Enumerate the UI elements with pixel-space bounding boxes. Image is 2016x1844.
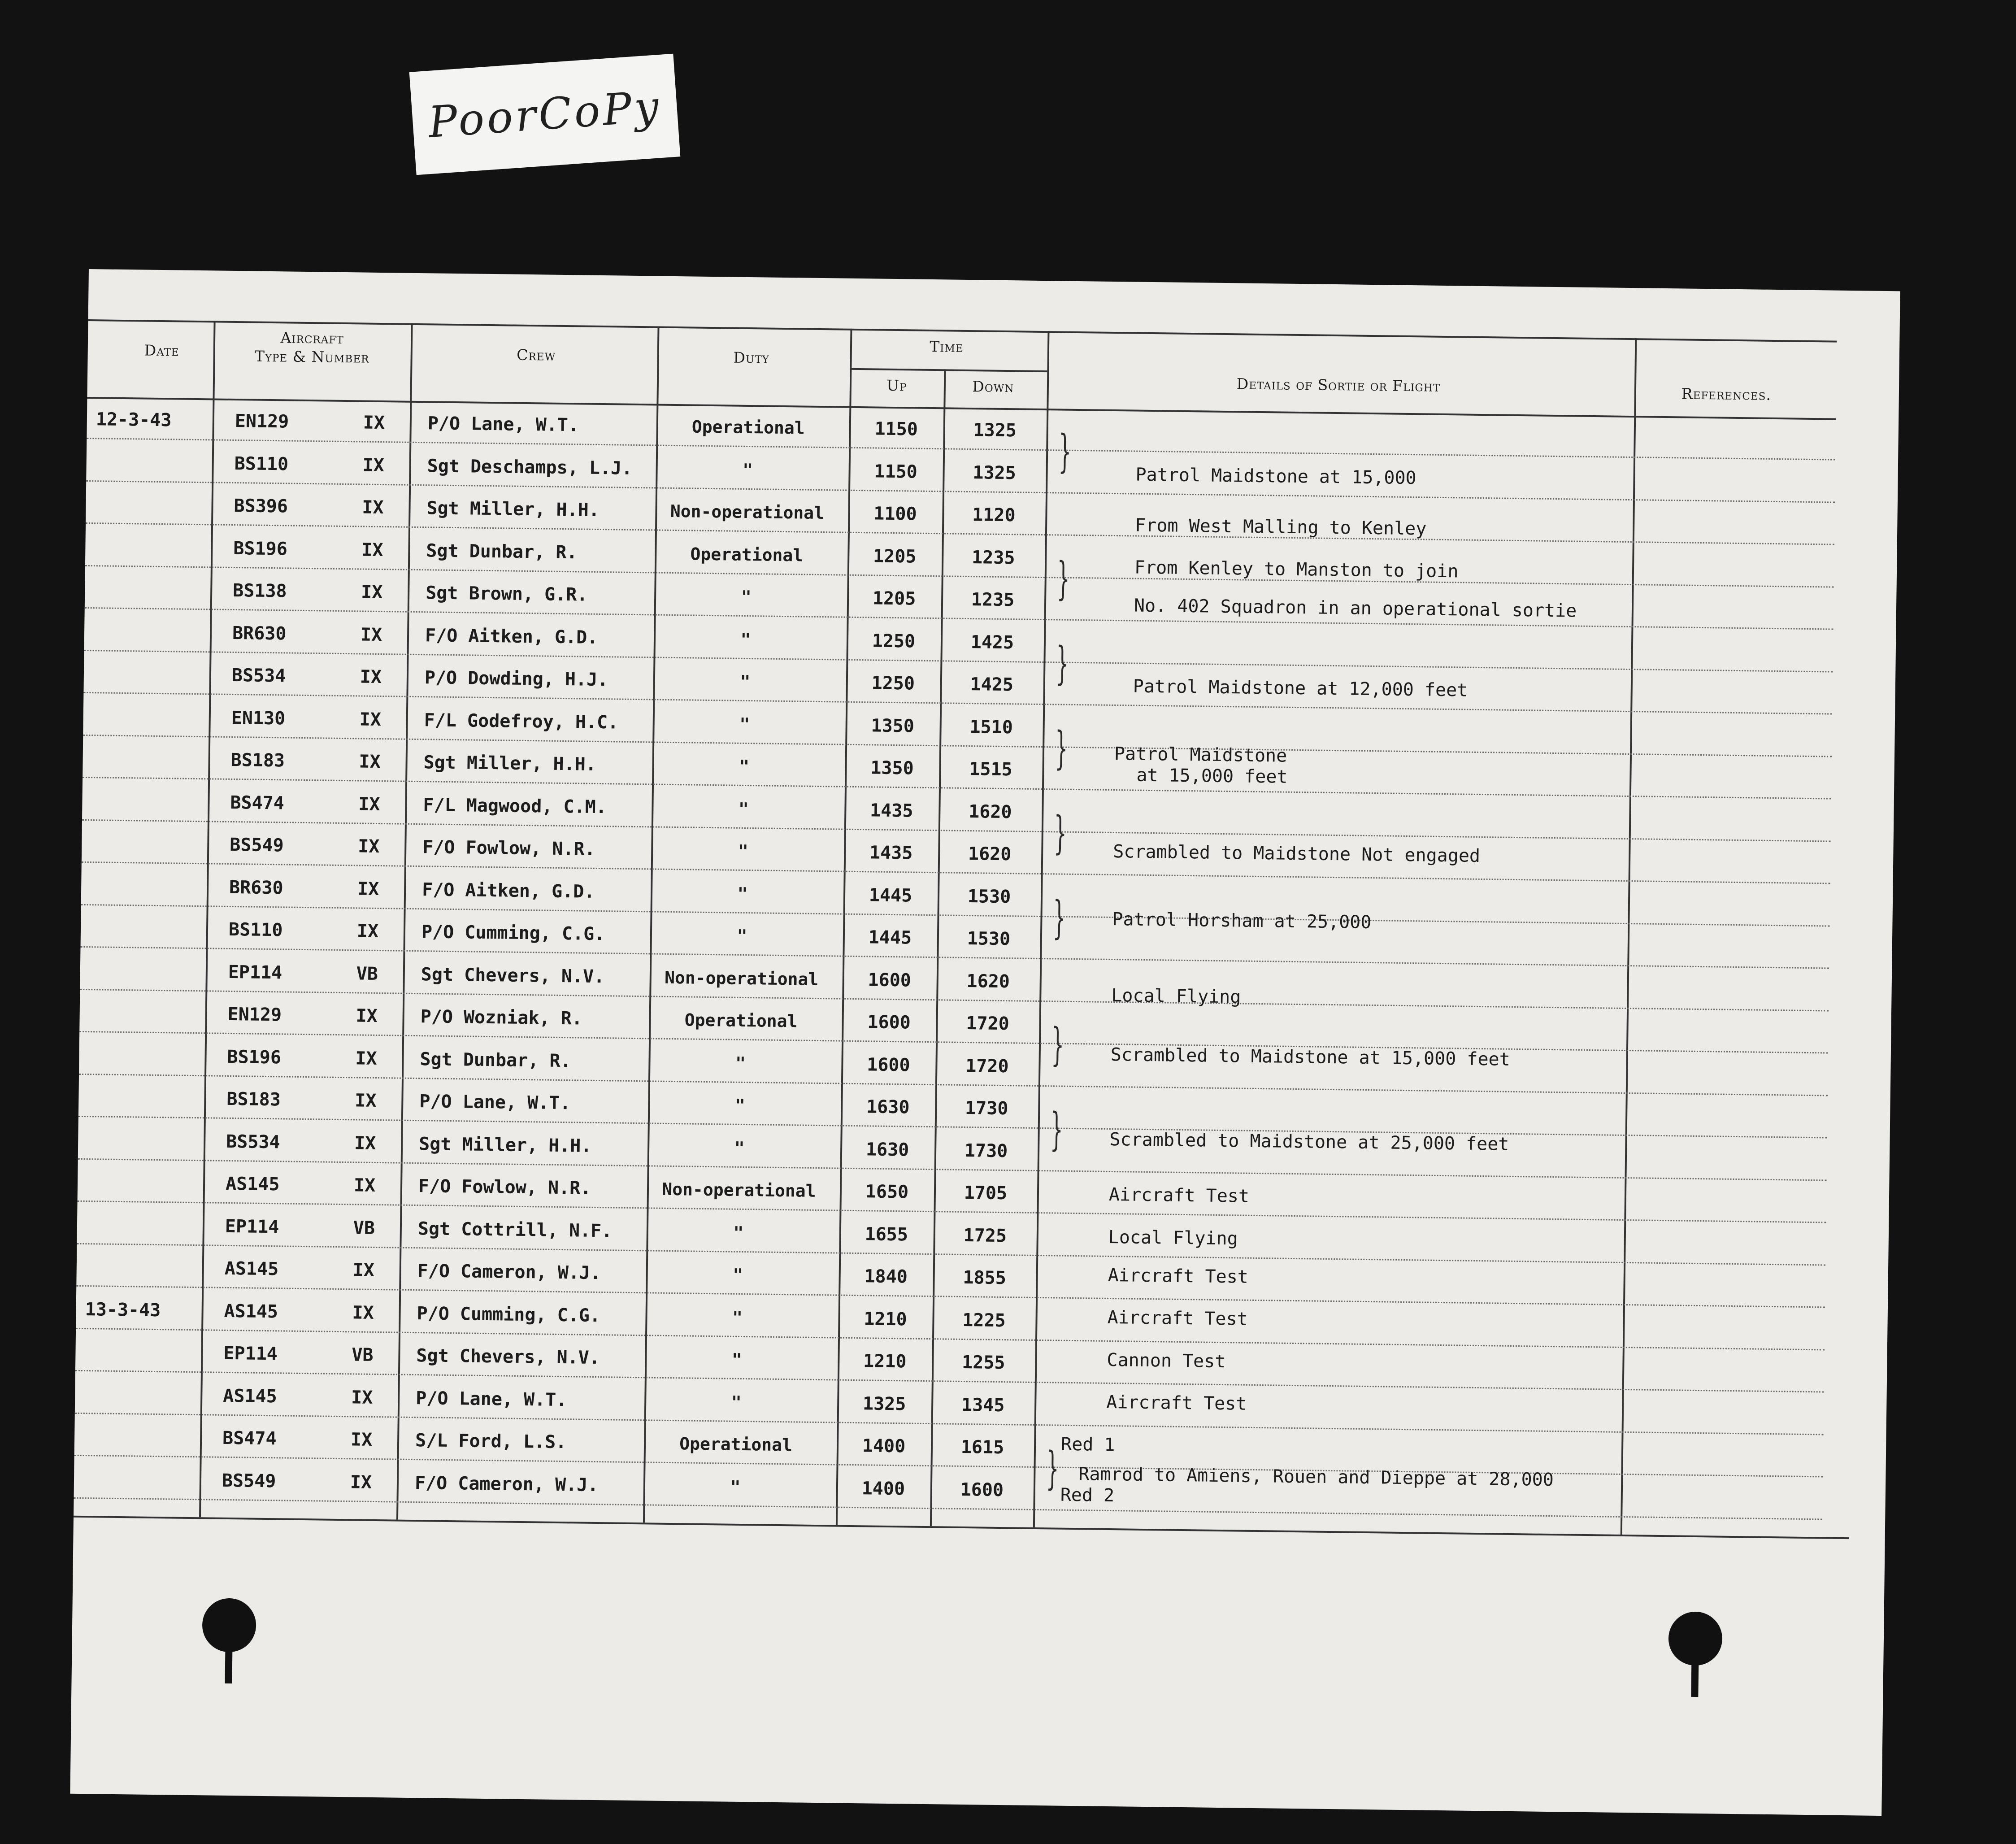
header-time-rule bbox=[850, 368, 1047, 372]
cell-crew: Sgt Miller, H.H. bbox=[423, 752, 597, 775]
grouping-brace: } bbox=[1053, 806, 1067, 859]
details-text: Patrol Maidstone bbox=[1114, 744, 1287, 766]
details-text: Scrambled to Maidstone at 15,000 feet bbox=[1110, 1044, 1511, 1070]
cell-down: 1325 bbox=[973, 420, 1017, 441]
cell-duty: " bbox=[739, 756, 750, 777]
header-up: Up bbox=[886, 376, 907, 395]
header-date: Date bbox=[144, 341, 179, 360]
cell-aircraft: EP114 bbox=[223, 1343, 278, 1365]
cell-aircraft: EP114 bbox=[225, 1216, 279, 1237]
cell-date bbox=[96, 451, 226, 452]
details-text: From Kenley to Manston to join bbox=[1134, 557, 1459, 582]
cell-up: 1840 bbox=[864, 1266, 908, 1287]
cell-aircraft: AS145 bbox=[224, 1300, 278, 1322]
cell-down: 1425 bbox=[970, 631, 1014, 653]
cell-mark: IX bbox=[354, 1132, 376, 1154]
cell-crew: Sgt Chevers, N.V. bbox=[416, 1345, 600, 1369]
table-bottom-rule bbox=[74, 1516, 1849, 1539]
details-text: Red 2 bbox=[1060, 1484, 1115, 1506]
poor-copy-label bbox=[409, 54, 681, 175]
details-text: Patrol Maidstone at 15,000 bbox=[1135, 464, 1416, 488]
cell-up: 1630 bbox=[865, 1139, 909, 1160]
cell-down: 1615 bbox=[960, 1436, 1004, 1458]
header-details: Details of Sortie or Flight bbox=[1236, 375, 1441, 395]
cell-crew: F/O Cameron, W.J. bbox=[417, 1261, 601, 1284]
cell-duty: Non-operational bbox=[670, 501, 825, 523]
cell-aircraft: BS474 bbox=[222, 1427, 277, 1449]
details-text: Aircraft Test bbox=[1107, 1307, 1248, 1330]
details-text: at 15,000 feet bbox=[1136, 765, 1288, 788]
cell-mark: IX bbox=[357, 878, 379, 900]
cell-duty: Operational bbox=[690, 544, 804, 565]
cell-crew: F/O Fowlow, N.R. bbox=[422, 837, 595, 860]
cell-mark: IX bbox=[362, 497, 384, 518]
cell-mark: IX bbox=[359, 751, 381, 773]
cell-up: 1150 bbox=[874, 461, 918, 483]
cell-date bbox=[84, 1383, 214, 1385]
cell-mark: IX bbox=[362, 454, 385, 476]
cell-up: 1435 bbox=[869, 842, 913, 864]
cell-crew: P/O Wozniak, R. bbox=[420, 1006, 583, 1029]
cell-crew: S/L Ford, L.S. bbox=[415, 1430, 567, 1453]
cell-aircraft: BS396 bbox=[234, 495, 288, 517]
cell-duty: " bbox=[733, 1222, 744, 1243]
cell-duty: Operational bbox=[684, 1010, 798, 1031]
details-text: Ramrod to Amiens, Rouen and Dieppe at 28,000 bbox=[1078, 1463, 1554, 1490]
cell-mark: IX bbox=[356, 1005, 378, 1026]
cell-up: 1600 bbox=[868, 969, 912, 991]
cell-duty: " bbox=[742, 460, 753, 480]
cell-duty: " bbox=[739, 714, 750, 734]
cell-date bbox=[90, 917, 220, 918]
cell-duty: " bbox=[731, 1392, 742, 1412]
cell-date bbox=[85, 1340, 215, 1342]
cell-crew: F/L Magwood, C.M. bbox=[423, 794, 607, 818]
cell-up: 1400 bbox=[861, 1478, 905, 1499]
cell-date bbox=[86, 1256, 216, 1257]
grouping-brace: } bbox=[1056, 552, 1070, 605]
cell-mark: IX bbox=[355, 1048, 377, 1069]
cell-date bbox=[95, 493, 225, 495]
cell-aircraft: EN129 bbox=[227, 1004, 282, 1026]
cell-duty: " bbox=[734, 1095, 746, 1116]
cell-mark: IX bbox=[351, 1387, 373, 1408]
cell-down: 1345 bbox=[961, 1394, 1005, 1416]
col-divider-details bbox=[1621, 338, 1637, 1535]
cell-down: 1510 bbox=[969, 716, 1013, 738]
cell-up: 1350 bbox=[870, 757, 914, 779]
details-text: Local Flying bbox=[1108, 1226, 1238, 1249]
cell-mark: IX bbox=[359, 709, 382, 730]
cell-up: 1205 bbox=[873, 545, 917, 567]
cell-mark: VB bbox=[353, 1217, 375, 1239]
cell-down: 1620 bbox=[966, 970, 1010, 992]
details-text: Local Flying bbox=[1111, 985, 1241, 1008]
cell-date bbox=[91, 832, 221, 834]
cell-date bbox=[86, 1213, 216, 1215]
cell-crew: Sgt Miller, H.H. bbox=[418, 1133, 592, 1157]
cell-mark: IX bbox=[350, 1429, 373, 1450]
cell-aircraft: BR630 bbox=[229, 877, 283, 898]
cell-down: 1120 bbox=[972, 504, 1016, 526]
grouping-brace: } bbox=[1058, 425, 1072, 478]
cell-crew: P/O Cumming, C.G. bbox=[417, 1303, 601, 1326]
cell-duty: " bbox=[730, 1477, 741, 1497]
cell-mark: VB bbox=[352, 1344, 374, 1366]
header-aircraft-1: Aircraft bbox=[280, 329, 344, 347]
cell-up: 1210 bbox=[864, 1308, 907, 1330]
cell-up: 1100 bbox=[873, 503, 917, 525]
cell-down: 1620 bbox=[968, 801, 1012, 822]
cell-mark: IX bbox=[352, 1260, 375, 1281]
cell-down: 1225 bbox=[962, 1309, 1006, 1331]
cell-aircraft: BS549 bbox=[222, 1470, 276, 1492]
cell-duty: Non-operational bbox=[664, 967, 819, 989]
cell-down: 1720 bbox=[965, 1055, 1009, 1077]
cell-mark: VB bbox=[356, 963, 378, 984]
cell-crew: Sgt Cottrill, N.F. bbox=[417, 1218, 613, 1241]
cell-aircraft: BS196 bbox=[227, 1046, 282, 1068]
cell-duty: " bbox=[738, 841, 748, 861]
cell-duty: " bbox=[731, 1349, 743, 1370]
cell-mark: IX bbox=[360, 624, 382, 645]
cell-up: 1205 bbox=[872, 588, 916, 609]
cell-down: 1325 bbox=[973, 462, 1017, 483]
cell-mark: IX bbox=[360, 666, 382, 688]
cell-mark: IX bbox=[363, 412, 385, 434]
binder-hole-left bbox=[202, 1598, 256, 1652]
cell-crew: Sgt Miller, H.H. bbox=[426, 498, 600, 521]
details-text: Scrambled to Maidstone Not engaged bbox=[1113, 841, 1481, 866]
cell-up: 1250 bbox=[872, 630, 916, 652]
binder-hole-right bbox=[1668, 1611, 1722, 1666]
cell-duty: " bbox=[732, 1265, 743, 1285]
cell-date bbox=[83, 1468, 213, 1470]
cell-up: 1210 bbox=[863, 1351, 907, 1372]
cell-aircraft: BS196 bbox=[233, 538, 288, 559]
cell-crew: P/O Cumming, C.G. bbox=[421, 922, 605, 945]
cell-down: 1425 bbox=[970, 674, 1014, 696]
cell-up: 1250 bbox=[871, 673, 915, 694]
cell-crew: F/L Godefroy, H.C. bbox=[424, 709, 619, 733]
cell-crew: F/O Fowlow, N.R. bbox=[418, 1176, 591, 1199]
cell-date bbox=[89, 1001, 219, 1003]
cell-crew: P/O Lane, W.T. bbox=[427, 413, 579, 436]
cell-aircraft: EN129 bbox=[235, 411, 289, 432]
cell-up: 1650 bbox=[865, 1181, 909, 1203]
details-text: Red 1 bbox=[1060, 1434, 1115, 1455]
cell-mark: IX bbox=[352, 1302, 374, 1323]
grouping-brace: } bbox=[1051, 1018, 1064, 1071]
cell-down: 1725 bbox=[963, 1225, 1007, 1246]
cell-date bbox=[88, 1044, 218, 1046]
cell-aircraft: BS549 bbox=[230, 834, 284, 856]
cell-aircraft: AS145 bbox=[223, 1385, 278, 1407]
cell-down: 1235 bbox=[971, 547, 1015, 568]
cell-mark: IX bbox=[353, 1175, 376, 1196]
cell-mark: IX bbox=[361, 539, 383, 561]
cell-date: 13-3-43 bbox=[85, 1299, 161, 1321]
details-text: Aircraft Test bbox=[1108, 1184, 1250, 1207]
cell-duty: " bbox=[735, 1053, 746, 1073]
cell-crew: P/O Dowding, H.J. bbox=[424, 667, 608, 691]
cell-up: 1655 bbox=[865, 1223, 908, 1245]
cell-aircraft: EP114 bbox=[228, 961, 282, 983]
cell-date bbox=[84, 1425, 214, 1427]
cell-crew: Sgt Brown, G.R. bbox=[425, 583, 588, 605]
col-divider-date bbox=[199, 321, 216, 1517]
cell-down: 1855 bbox=[963, 1267, 1007, 1289]
cell-up: 1150 bbox=[874, 418, 918, 440]
cell-down: 1600 bbox=[960, 1479, 1004, 1500]
cell-date bbox=[91, 790, 222, 792]
cell-aircraft: BS110 bbox=[234, 453, 289, 474]
cell-mark: IX bbox=[358, 793, 380, 815]
grouping-brace: } bbox=[1056, 636, 1069, 690]
details-text: No. 402 Squadron in an operational sortie bbox=[1134, 595, 1577, 622]
cell-mark: IX bbox=[361, 582, 383, 603]
cell-up: 1445 bbox=[869, 884, 912, 906]
cell-down: 1235 bbox=[971, 589, 1015, 611]
cell-date bbox=[87, 1171, 217, 1173]
record-sheet bbox=[70, 269, 1900, 1816]
cell-date: 12-3-43 bbox=[96, 409, 172, 431]
cell-duty: " bbox=[737, 926, 747, 946]
cell-aircraft: BS183 bbox=[230, 749, 285, 771]
cell-crew: Sgt Deschamps, L.J. bbox=[427, 455, 633, 479]
cell-date bbox=[95, 535, 225, 537]
cell-crew: F/O Aitken, G.D. bbox=[421, 879, 595, 902]
cell-mark: IX bbox=[355, 1090, 377, 1111]
cell-date bbox=[93, 620, 223, 622]
cell-duty: " bbox=[740, 629, 751, 649]
cell-down: 1530 bbox=[967, 928, 1011, 950]
grouping-brace: } bbox=[1050, 1103, 1064, 1156]
cell-date bbox=[89, 959, 219, 961]
cell-down: 1730 bbox=[964, 1140, 1008, 1161]
cell-duty: " bbox=[741, 587, 752, 607]
grouping-brace: } bbox=[1046, 1442, 1060, 1495]
cell-date bbox=[93, 662, 223, 664]
cell-date bbox=[92, 705, 222, 707]
cell-duty: Operational bbox=[679, 1434, 793, 1455]
poor-copy-text: PoorCoPy bbox=[426, 81, 663, 148]
cell-aircraft: BS534 bbox=[231, 665, 286, 687]
header-references: References. bbox=[1681, 385, 1772, 404]
cell-down: 1515 bbox=[969, 759, 1012, 780]
cell-down: 1255 bbox=[961, 1352, 1005, 1374]
header-down: Down bbox=[972, 378, 1014, 396]
cell-up: 1600 bbox=[867, 1012, 911, 1033]
cell-down: 1620 bbox=[968, 844, 1012, 865]
cell-crew: Sgt Chevers, N.V. bbox=[421, 964, 605, 987]
cell-up: 1445 bbox=[868, 927, 912, 948]
details-text: Scrambled to Maidstone at 25,000 feet bbox=[1109, 1129, 1509, 1155]
details-text: From West Malling to Kenley bbox=[1134, 515, 1427, 539]
details-text: Aircraft Test bbox=[1106, 1392, 1247, 1414]
cell-mark: IX bbox=[356, 921, 379, 942]
cell-up: 1435 bbox=[869, 800, 913, 822]
cell-duty: " bbox=[740, 671, 751, 692]
cell-up: 1630 bbox=[866, 1096, 910, 1118]
cell-crew: F/O Aitken, G.D. bbox=[425, 625, 598, 648]
cell-mark: IX bbox=[350, 1471, 372, 1493]
cell-crew: Sgt Dunbar, R. bbox=[426, 540, 578, 563]
cell-aircraft: BS534 bbox=[226, 1131, 280, 1152]
cell-crew: P/O Lane, W.T. bbox=[416, 1387, 567, 1410]
cell-up: 1400 bbox=[862, 1435, 906, 1457]
cell-date bbox=[87, 1129, 217, 1131]
details-text: Patrol Horsham at 25,000 bbox=[1112, 909, 1372, 933]
cell-duty: " bbox=[734, 1138, 745, 1158]
grouping-brace: } bbox=[1054, 721, 1068, 774]
cell-duty: Non-operational bbox=[662, 1179, 816, 1201]
cell-aircraft: BS110 bbox=[228, 919, 283, 941]
cell-duty: " bbox=[738, 799, 749, 819]
details-text: Patrol Maidstone at 12,000 feet bbox=[1133, 676, 1468, 701]
cell-date bbox=[88, 1086, 218, 1088]
cell-crew: P/O Lane, W.T. bbox=[419, 1091, 571, 1114]
cell-up: 1600 bbox=[867, 1054, 910, 1076]
col-divider-up bbox=[930, 369, 946, 1526]
cell-down: 1530 bbox=[967, 886, 1011, 907]
cell-aircraft: AS145 bbox=[224, 1258, 279, 1280]
cell-down: 1705 bbox=[964, 1183, 1008, 1204]
cell-date bbox=[94, 578, 224, 579]
grouping-brace: } bbox=[1052, 891, 1066, 944]
cell-crew: F/O Cameron, W.J. bbox=[414, 1472, 599, 1496]
cell-aircraft: BS138 bbox=[232, 580, 287, 602]
header-crew: Crew bbox=[516, 346, 556, 364]
row-rules bbox=[89, 269, 1900, 291]
cell-duty: Operational bbox=[691, 417, 805, 438]
details-text: Cannon Test bbox=[1107, 1349, 1226, 1372]
cell-down: 1720 bbox=[966, 1013, 1010, 1035]
cell-aircraft: BS474 bbox=[230, 792, 285, 813]
cell-aircraft: BR630 bbox=[232, 622, 287, 644]
cell-aircraft: BS183 bbox=[226, 1088, 281, 1110]
header-time: Time bbox=[930, 337, 964, 356]
cell-date bbox=[91, 874, 221, 876]
cell-date bbox=[92, 747, 222, 749]
details-text: Aircraft Test bbox=[1108, 1265, 1249, 1287]
cell-duty: " bbox=[737, 883, 748, 904]
cell-mark: IX bbox=[357, 836, 380, 857]
cell-aircraft: AS145 bbox=[225, 1173, 280, 1195]
cell-duty: " bbox=[732, 1307, 743, 1327]
cell-crew: Sgt Dunbar, R. bbox=[420, 1048, 571, 1071]
cell-up: 1350 bbox=[871, 715, 915, 737]
header-duty: Duty bbox=[733, 348, 770, 367]
header-aircraft-2: Type & Number bbox=[254, 347, 369, 366]
cell-up: 1325 bbox=[862, 1393, 906, 1414]
cell-aircraft: EN130 bbox=[231, 707, 286, 729]
cell-down: 1730 bbox=[965, 1098, 1008, 1119]
col-divider-down bbox=[1033, 331, 1050, 1527]
